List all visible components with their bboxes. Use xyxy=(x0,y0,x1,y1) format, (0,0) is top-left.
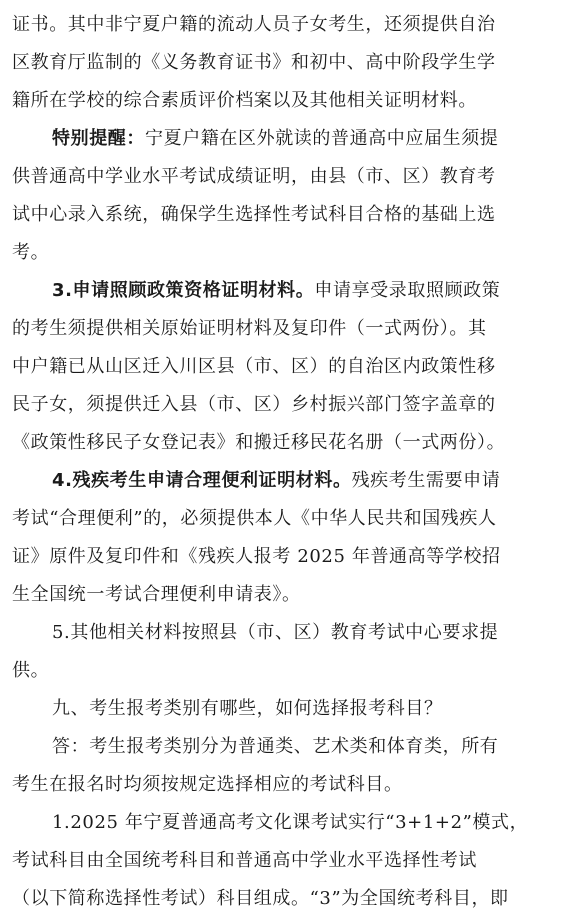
paragraph-text: 残疾考生需要申请 xyxy=(351,470,501,491)
item-4-heading: 4.残疾考生申请合理便利证明材料。 xyxy=(52,470,352,491)
paragraph-line: 证》原件及复印件和《残疾人报考 2025 年普通高等学校招 xyxy=(12,546,501,567)
answer-line: 答：考生报考类别分为普通类、艺术类和体育类，所有 xyxy=(52,736,499,757)
paragraph-line: 的考生须提供相关原始证明材料及复印件（一式两份）。其 xyxy=(12,318,487,339)
paragraph-line: 中户籍已从山区迁入川区县（市、区）的自治区内政策性移 xyxy=(12,356,496,377)
paragraph-line: 区教育厅监制的《义务教育证书》和初中、高中阶段学生学 xyxy=(12,52,496,73)
paragraph-line: 籍所在学校的综合素质评价档案以及其他相关证明材料。 xyxy=(12,90,477,111)
paragraph-line: 供普通高中学业水平考试成绩证明，由县（市、区）教育考 xyxy=(12,166,496,187)
paragraph-line: 试中心录入系统，确保学生选择性考试科目合格的基础上选 xyxy=(12,204,496,225)
item-5-line: 5.其他相关材料按照县（市、区）教育考试中心要求提 xyxy=(52,622,499,643)
special-reminder-label: 特别提醒： xyxy=(52,128,145,149)
item-1-line: 1.2025 年宁夏普通高考文化课考试实行“3+1+2”模式， xyxy=(52,812,529,833)
section-heading: 九、考生报考类别有哪些，如何选择报考科目？ xyxy=(52,698,443,719)
paragraph-line: 考。 xyxy=(12,242,50,263)
paragraph-line: 考生在报名时均须按规定选择相应的考试科目。 xyxy=(12,774,403,795)
paragraph-line: 证书。其中非宁夏户籍的流动人员子女考生，还须提供自治 xyxy=(12,14,496,35)
paragraph-line: 考试“合理便利”的，必须提供本人《中华人民共和国残疾人 xyxy=(12,508,497,529)
paragraph-line: 考试科目由全国统考科目和普通高中学业水平选择性考试 xyxy=(12,850,477,871)
paragraph-line: 生全国统一考试合理便利申请表》。 xyxy=(12,584,301,605)
paragraph-text: 宁夏户籍在区外就读的普通高中应届生须提 xyxy=(145,128,499,149)
paragraph-line: 《政策性移民子女登记表》和搬迁移民花名册（一式两份）。 xyxy=(12,432,506,453)
item-3-line xyxy=(52,279,500,303)
special-reminder-line xyxy=(52,127,498,151)
paragraph-line: 民子女，须提供迁入县（市、区）乡村振兴部门签字盖章的 xyxy=(12,394,496,415)
paragraph-text: 申请享受录取照顾政策 xyxy=(314,280,501,301)
paragraph-line: （以下简称选择性考试）科目组成。“3”为全国统考科目，即 xyxy=(12,888,509,909)
item-3-heading: 3.申请照顾政策资格证明材料。 xyxy=(52,280,315,301)
item-4-line xyxy=(52,469,500,493)
paragraph-line: 供。 xyxy=(12,660,50,681)
